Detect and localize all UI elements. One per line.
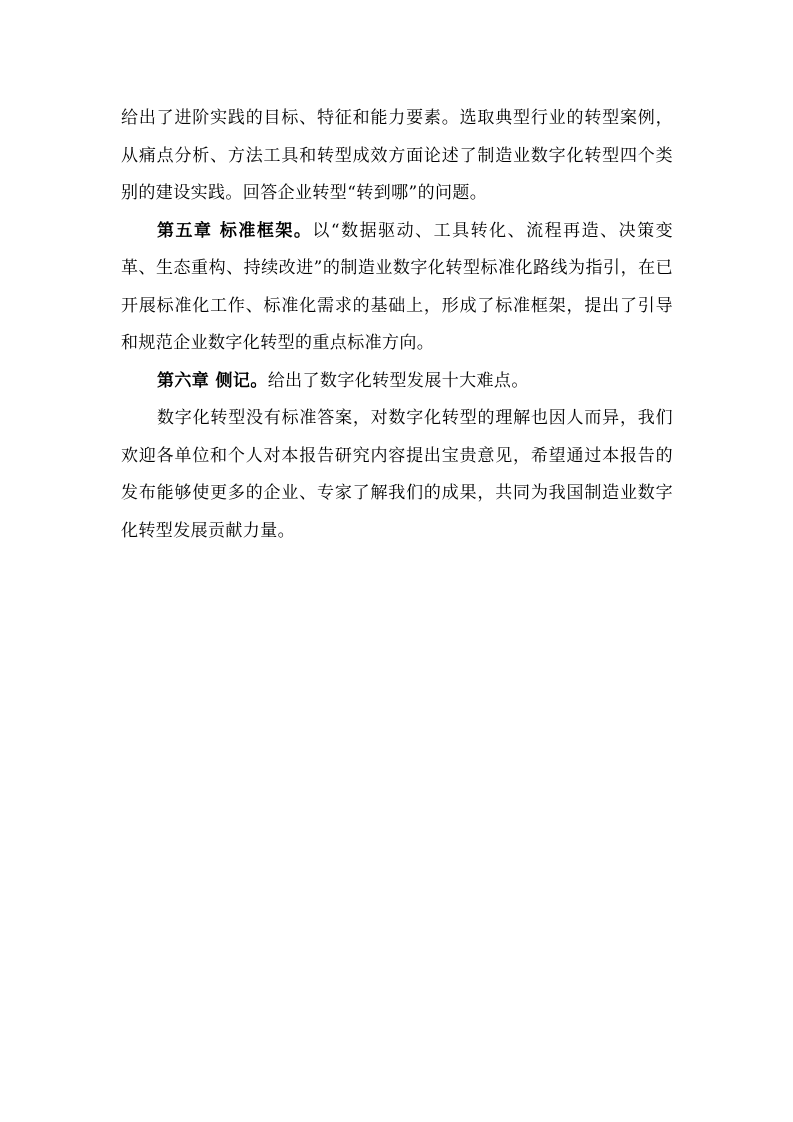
paragraph-continuation	[121, 100, 673, 213]
paragraph-closing	[121, 400, 673, 550]
paragraph-chapter-six	[121, 363, 673, 401]
chapter-five-heading: 第五章 标准框架。	[157, 220, 313, 241]
chapter-six-heading: 第六章 侧记。	[157, 370, 268, 391]
paragraph-text: 给出了数字化转型发展十大难点。	[267, 370, 529, 391]
paragraph-text: 给出了进阶实践的目标、特征和能力要素。选取典型行业的转型案例，从痛点分析、方法工具和转型成效方面论述了制造业数字化转型四个类别的建设实践。回答企业转型“转到哪”的问题。	[121, 108, 673, 203]
document-body	[121, 100, 673, 550]
paragraph-chapter-five	[121, 213, 673, 363]
paragraph-text: 数字化转型没有标准答案，对数字化转型的理解也因人而异，我们欢迎各单位和个人对本报告研究内容提出宝贵意见，希望通过本报告的发布能够使更多的企业、专家了解我们的成果，共同为我国制造业数字化转型发展贡献力量。	[121, 408, 673, 541]
paragraph-text: 以“数据驱动、工具转化、流程再造、决策变革、生态重构、持续改进”的制造业数字化转型标准化路线为指引，在已开展标准化工作、标准化需求的基础上，形成了标准框架，提出了引导和规范企业数字化转型的重点标准方向。	[121, 220, 673, 353]
